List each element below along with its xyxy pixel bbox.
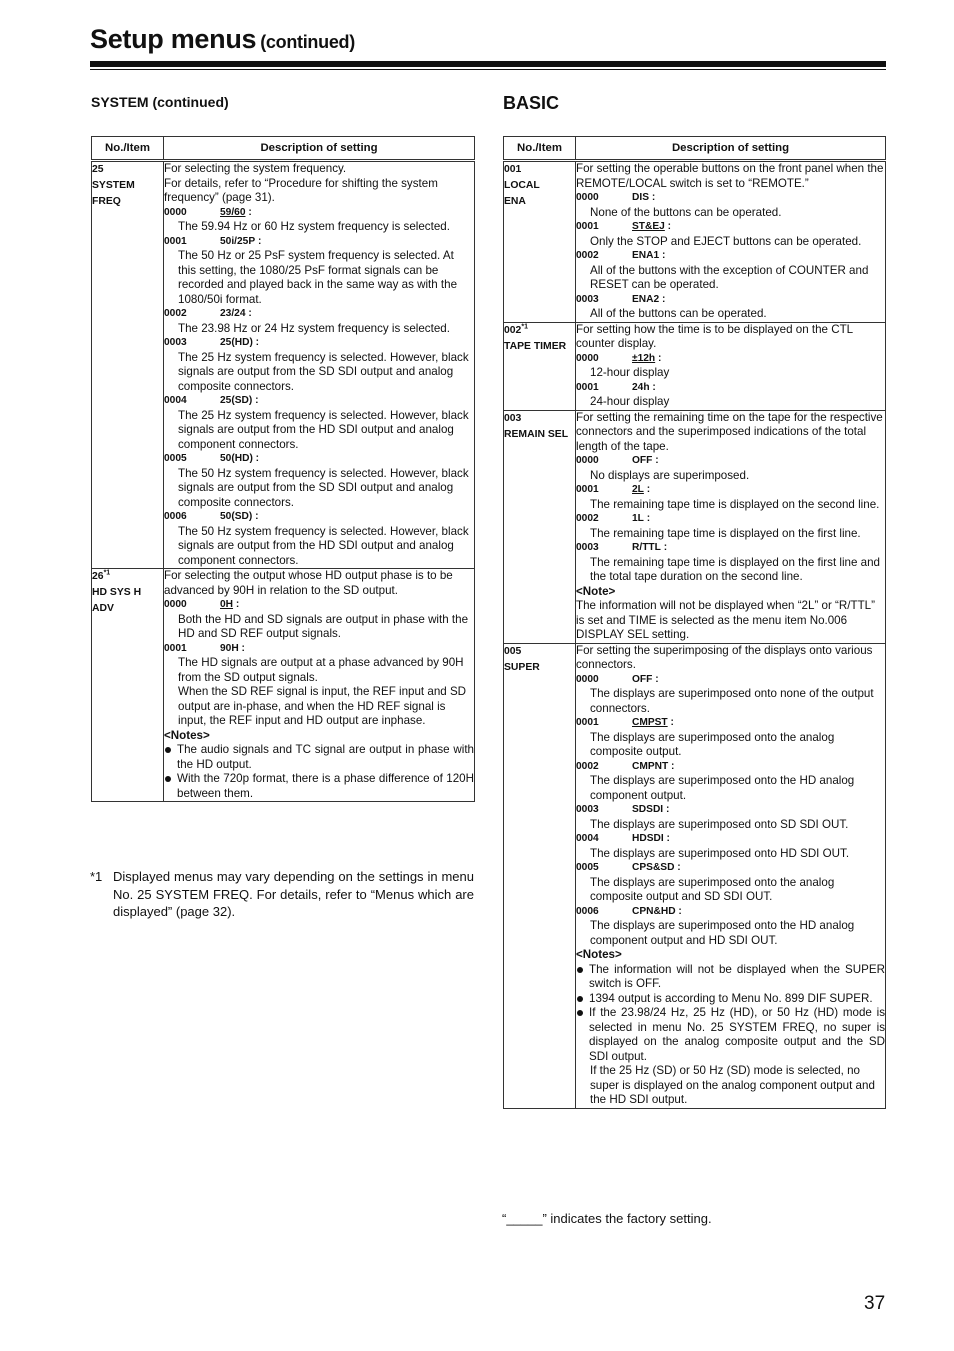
- intro-text: For details, refer to “Procedure for shifting the system frequency” (page 31).: [164, 176, 438, 204]
- setting-item: [504, 643, 576, 1108]
- option-name-factory: 2L: [632, 484, 644, 495]
- option-code: 0006: [576, 905, 599, 917]
- setting-description: [576, 643, 886, 1108]
- option-text: The 25 Hz system frequency is selected. However, black signals are output from the SD SDI output and analog composite connectors.: [178, 350, 469, 393]
- item-line: [504, 660, 575, 676]
- setting-description: [576, 161, 886, 323]
- item-text: SUPER: [504, 661, 540, 673]
- option-text: All of the buttons can be operated.: [590, 307, 767, 320]
- option-colon: :: [649, 381, 656, 393]
- option-line: [576, 352, 885, 367]
- option-colon: :: [668, 760, 675, 772]
- option-name-factory: 59/60: [220, 206, 246, 218]
- item-line: [92, 585, 163, 601]
- item-line: [504, 162, 575, 178]
- option-text: The 50 Hz system frequency is selected. However, black signals are output from the SD SDI output and analog composite connectors.: [178, 466, 469, 509]
- intro-text: For setting the operable buttons on the front panel when the REMOTE/LOCAL switch is set to “REMOTE.”: [576, 162, 884, 190]
- option-name: OFF: [632, 455, 653, 466]
- option-colon: :: [252, 337, 260, 348]
- option-name: 25(SD): [220, 395, 253, 406]
- option-line: [164, 598, 474, 613]
- col-header-desc: Description of setting: [576, 137, 886, 161]
- notes-label: <Notes>: [576, 948, 622, 961]
- option-name: 50(SD): [220, 511, 253, 522]
- item-line: [504, 194, 575, 210]
- option-name-factory: CMPST: [632, 717, 668, 728]
- footnote-ref: *1: [521, 323, 528, 331]
- option-name: CMPNT: [632, 760, 669, 772]
- option-line: [576, 220, 885, 235]
- header-rule-thin: [90, 69, 886, 70]
- setting-item: [504, 161, 576, 323]
- item-text: ENA: [504, 196, 526, 207]
- option-text: The remaining tape time is displayed on the second line.: [590, 497, 880, 511]
- option-name: DIS: [632, 192, 649, 203]
- option-line: [576, 191, 885, 206]
- option-name-factory: ST&EJ: [632, 221, 665, 232]
- system-settings-table: [91, 136, 475, 802]
- setting-item: [504, 410, 576, 643]
- footnote-ref: *1: [103, 569, 111, 577]
- option-text: The displays are superimposed onto none of the output connectors.: [590, 687, 874, 715]
- setting-description: [164, 569, 475, 802]
- item-line: [504, 323, 575, 339]
- option-line: [164, 336, 474, 351]
- option-name: HDSDI: [632, 833, 664, 844]
- option-name: CPN&HD: [632, 905, 676, 917]
- footnote-text: Displayed menus may vary depending on the settings in menu No. 25 SYSTEM FREQ. For details, refer to “Menus which are displayed” (page 32).: [113, 869, 474, 919]
- item-line: [92, 194, 163, 210]
- option-code: 0000: [576, 455, 599, 466]
- item-text: FREQ: [92, 196, 121, 207]
- item-line: [92, 178, 163, 194]
- intro-text: For setting the remaining time on the tape for the respective connectors and the superimposed indications of the total length of the tape.: [576, 410, 883, 453]
- setting-description: [164, 161, 475, 569]
- page-title: Setup menus (continued): [90, 24, 355, 54]
- option-text: The displays are superimposed onto SD SDI OUT.: [590, 817, 849, 831]
- option-line: [576, 673, 885, 688]
- option-name: SDSDI: [632, 804, 664, 815]
- item-text: 26: [92, 571, 104, 582]
- option-colon: :: [643, 484, 651, 495]
- option-line: [164, 307, 474, 322]
- factory-setting-note: “_____” indicates the factory setting.: [502, 1211, 712, 1226]
- option-text: The 50 Hz system frequency is selected. However, black signals are output from the HD SDI output and analog component connectors.: [178, 524, 469, 567]
- option-text: The displays are superimposed onto the analog composite output.: [590, 730, 835, 758]
- option-code: 0001: [164, 235, 187, 247]
- option-name: 1L: [632, 513, 644, 524]
- option-line: [576, 381, 885, 396]
- option-line: [576, 454, 885, 469]
- option-line: [576, 861, 885, 876]
- option-code: 0001: [576, 717, 599, 728]
- option-text: All of the buttons with the exception of COUNTER and RESET can be operated.: [590, 263, 869, 291]
- item-line: [504, 178, 575, 194]
- option-code: 0000: [576, 352, 599, 364]
- option-name-factory: ±12h: [632, 352, 656, 364]
- item-text: 005: [504, 645, 522, 657]
- setting-row: [504, 410, 886, 643]
- option-code: 0003: [164, 337, 187, 348]
- table-header-row: [92, 137, 475, 161]
- option-text: The displays are superimposed onto the analog composite output and SD SDI OUT.: [590, 875, 835, 903]
- option-name-factory: 0H: [220, 599, 234, 610]
- option-line: [576, 483, 885, 498]
- setting-description: [576, 410, 886, 643]
- option-code: 0002: [576, 250, 599, 261]
- option-code: 0004: [164, 395, 187, 406]
- option-colon: :: [659, 293, 666, 305]
- option-colon: :: [233, 599, 240, 610]
- setting-row: [92, 569, 475, 802]
- option-code: 0005: [576, 862, 599, 873]
- option-text: The displays are superimposed onto the HD analog component output and HD SDI OUT.: [590, 919, 855, 947]
- option-name: OFF: [632, 673, 653, 685]
- item-line: [504, 644, 575, 660]
- option-name: ENA2: [632, 293, 660, 305]
- page-header: [90, 22, 886, 59]
- item-line: [504, 427, 575, 443]
- table-header-row: [504, 137, 886, 161]
- col-header-desc: Description of setting: [164, 137, 475, 161]
- option-text: No displays are superimposed.: [590, 468, 750, 482]
- setting-item: [504, 322, 576, 410]
- option-text: The 50 Hz or 25 PsF system frequency is selected. At this setting, the 1080/25 PsF format signals can be recorded and played back in the same way as with the 1080/50i format.: [178, 249, 458, 306]
- item-line: [92, 601, 163, 617]
- option-name: 50(HD): [220, 453, 253, 464]
- setting-row: [504, 643, 886, 1108]
- intro-text: For selecting the output whose HD output phase is to be advanced by 90H in relation to the SD output.: [164, 569, 453, 597]
- option-colon: :: [255, 235, 262, 247]
- option-name: 50i/25P: [220, 235, 256, 247]
- notes-label: <Notes>: [164, 728, 210, 742]
- option-name: R/TTL: [632, 542, 661, 553]
- note-bullet: 1394 output is according to Menu No. 899 DIF SUPER.: [576, 992, 885, 1007]
- setting-row: [92, 161, 475, 569]
- option-code: 0000: [164, 206, 187, 218]
- col-header-item: No./Item: [92, 137, 164, 161]
- option-line: [576, 249, 885, 264]
- item-text: TAPE TIMER: [504, 340, 567, 352]
- setting-row: [504, 161, 886, 323]
- option-code: 0000: [164, 599, 187, 610]
- option-code: 0002: [164, 308, 187, 319]
- option-colon: :: [664, 221, 672, 232]
- option-line: [576, 512, 885, 527]
- option-text: 24-hour display: [590, 395, 670, 408]
- item-line: [504, 339, 575, 355]
- option-text: The HD signals are output at a phase advanced by 90H from the SD output signals.: [178, 656, 464, 684]
- item-text: SYSTEM: [92, 180, 135, 191]
- option-code: 0000: [576, 673, 599, 685]
- option-line: [576, 541, 885, 556]
- option-text: The remaining tape time is displayed on the first line and the total tape duration on the second line.: [590, 555, 881, 583]
- option-line: [164, 206, 474, 221]
- option-colon: :: [252, 453, 260, 464]
- option-code: 0002: [576, 760, 599, 772]
- option-colon: :: [643, 513, 651, 524]
- setting-description: [576, 322, 886, 410]
- option-text: Both the HD and SD signals are output in phase with the HD and SD REF output signals.: [178, 612, 469, 640]
- option-colon: :: [674, 862, 681, 873]
- option-name: 23/24: [220, 308, 246, 319]
- option-line: [164, 452, 474, 467]
- option-code: 0001: [576, 381, 599, 393]
- option-code: 0000: [576, 192, 599, 203]
- option-name: 90H: [220, 642, 239, 654]
- option-line: [576, 293, 885, 308]
- item-text: 003: [504, 412, 522, 424]
- option-line: [164, 510, 474, 525]
- option-colon: :: [245, 206, 252, 218]
- option-text: Only the STOP and EJECT buttons can be operated.: [590, 234, 862, 248]
- option-text: The remaining tape time is displayed on the first line.: [590, 526, 861, 540]
- option-code: 0006: [164, 511, 187, 522]
- item-line: [92, 162, 163, 178]
- item-text: LOCAL: [504, 180, 540, 191]
- option-code: 0004: [576, 833, 599, 844]
- option-code: 0003: [576, 804, 599, 815]
- basic-settings-table: [503, 136, 886, 1109]
- intro-text: For setting the superimposing of the displays onto various connectors.: [576, 643, 873, 671]
- notes-label: <Note>: [576, 584, 616, 598]
- option-line: [576, 716, 885, 731]
- option-colon: :: [652, 673, 659, 685]
- option-code: 0001: [576, 221, 599, 232]
- option-code: 0003: [576, 293, 599, 305]
- option-line: [576, 832, 885, 847]
- option-code: 0002: [576, 513, 599, 524]
- option-colon: :: [675, 905, 682, 917]
- col-header-item: No./Item: [504, 137, 576, 161]
- note-bullet: The information will not be displayed when the SUPER switch is OFF.: [576, 963, 885, 992]
- option-text: The 59.94 Hz or 60 Hz system frequency is selected.: [178, 220, 450, 233]
- option-text: The 23.98 Hz or 24 Hz system frequency is selected.: [178, 321, 450, 335]
- setting-row: [504, 322, 886, 410]
- item-text: 002: [504, 324, 522, 336]
- header-rule-thick: [90, 61, 886, 67]
- option-name: CPS&SD: [632, 862, 675, 873]
- footnote: [90, 868, 474, 921]
- option-line: [164, 394, 474, 409]
- option-line: [576, 760, 885, 775]
- option-colon: :: [648, 192, 656, 203]
- setting-item: [92, 161, 164, 569]
- option-line: [164, 235, 474, 250]
- option-name: 24h: [632, 381, 650, 393]
- option-code: 0001: [164, 642, 187, 654]
- option-colon: :: [663, 833, 670, 844]
- option-text: The displays are superimposed onto HD SDI OUT.: [590, 846, 850, 860]
- option-colon: :: [245, 308, 252, 319]
- option-line: [576, 803, 885, 818]
- page-number: 37: [864, 1293, 886, 1314]
- option-colon: :: [652, 455, 659, 466]
- note-bullet: If the 23.98/24 Hz, 25 Hz (HD), or 50 Hz (HD) mode is selected in menu No. 25 SYSTEM FREQ, no super is displayed on the analog composite output and the SD SDI output.: [576, 1006, 885, 1064]
- note-text: The information will not be displayed when “2L” or “R/TTL” is set and TIME is selected as the menu item No.006 DISPLAY SEL setting.: [576, 599, 875, 641]
- option-line: [576, 905, 885, 920]
- item-text: 001: [504, 164, 522, 175]
- option-code: 0001: [576, 484, 599, 495]
- item-text: REMAIN SEL: [504, 428, 569, 440]
- option-text: The displays are superimposed onto the HD analog component output.: [590, 774, 855, 802]
- option-text: 12-hour display: [590, 366, 670, 379]
- note-bullet: The audio signals and TC signal are output in phase with the HD output.: [164, 743, 474, 772]
- note-bullet: With the 720p format, there is a phase difference of 120H between them.: [164, 772, 474, 801]
- option-code: 0005: [164, 453, 187, 464]
- section-title-system: SYSTEM (continued): [91, 94, 229, 110]
- option-colon: :: [252, 511, 259, 522]
- option-text: None of the buttons can be operated.: [590, 205, 782, 219]
- option-text: The 25 Hz system frequency is selected. However, black signals are output from the HD SDI output and analog component connectors.: [178, 408, 469, 451]
- option-colon: :: [660, 542, 668, 553]
- option-name: ENA1: [632, 250, 660, 261]
- footnote-mark: *1: [90, 869, 103, 884]
- option-code: 0003: [576, 542, 599, 553]
- intro-text: For selecting the system frequency.: [164, 162, 347, 175]
- option-colon: :: [238, 642, 245, 654]
- option-colon: :: [659, 250, 666, 261]
- item-text: 25: [92, 164, 104, 175]
- option-text: When the SD REF signal is input, the REF input and SD output are in-phase, and when the HD REF signal is input, the REF input and HD output are inphase.: [178, 685, 467, 727]
- item-text: HD SYS H: [92, 587, 142, 598]
- option-line: [164, 642, 474, 657]
- item-text: ADV: [92, 603, 114, 614]
- section-title-basic: BASIC: [503, 93, 560, 113]
- setting-item: [92, 569, 164, 802]
- option-colon: :: [663, 804, 670, 815]
- option-name: 25(HD): [220, 337, 253, 348]
- note-extra: If the 25 Hz (SD) or 50 Hz (SD) mode is selected, no super is displayed on the analog component output and the HD SDI output.: [590, 1064, 875, 1106]
- intro-text: For setting how the time is to be displayed on the CTL counter display.: [576, 322, 853, 350]
- item-line: [92, 569, 163, 585]
- option-colon: :: [252, 395, 259, 406]
- option-colon: :: [667, 717, 674, 728]
- item-line: [504, 411, 575, 427]
- option-colon: :: [655, 352, 662, 364]
